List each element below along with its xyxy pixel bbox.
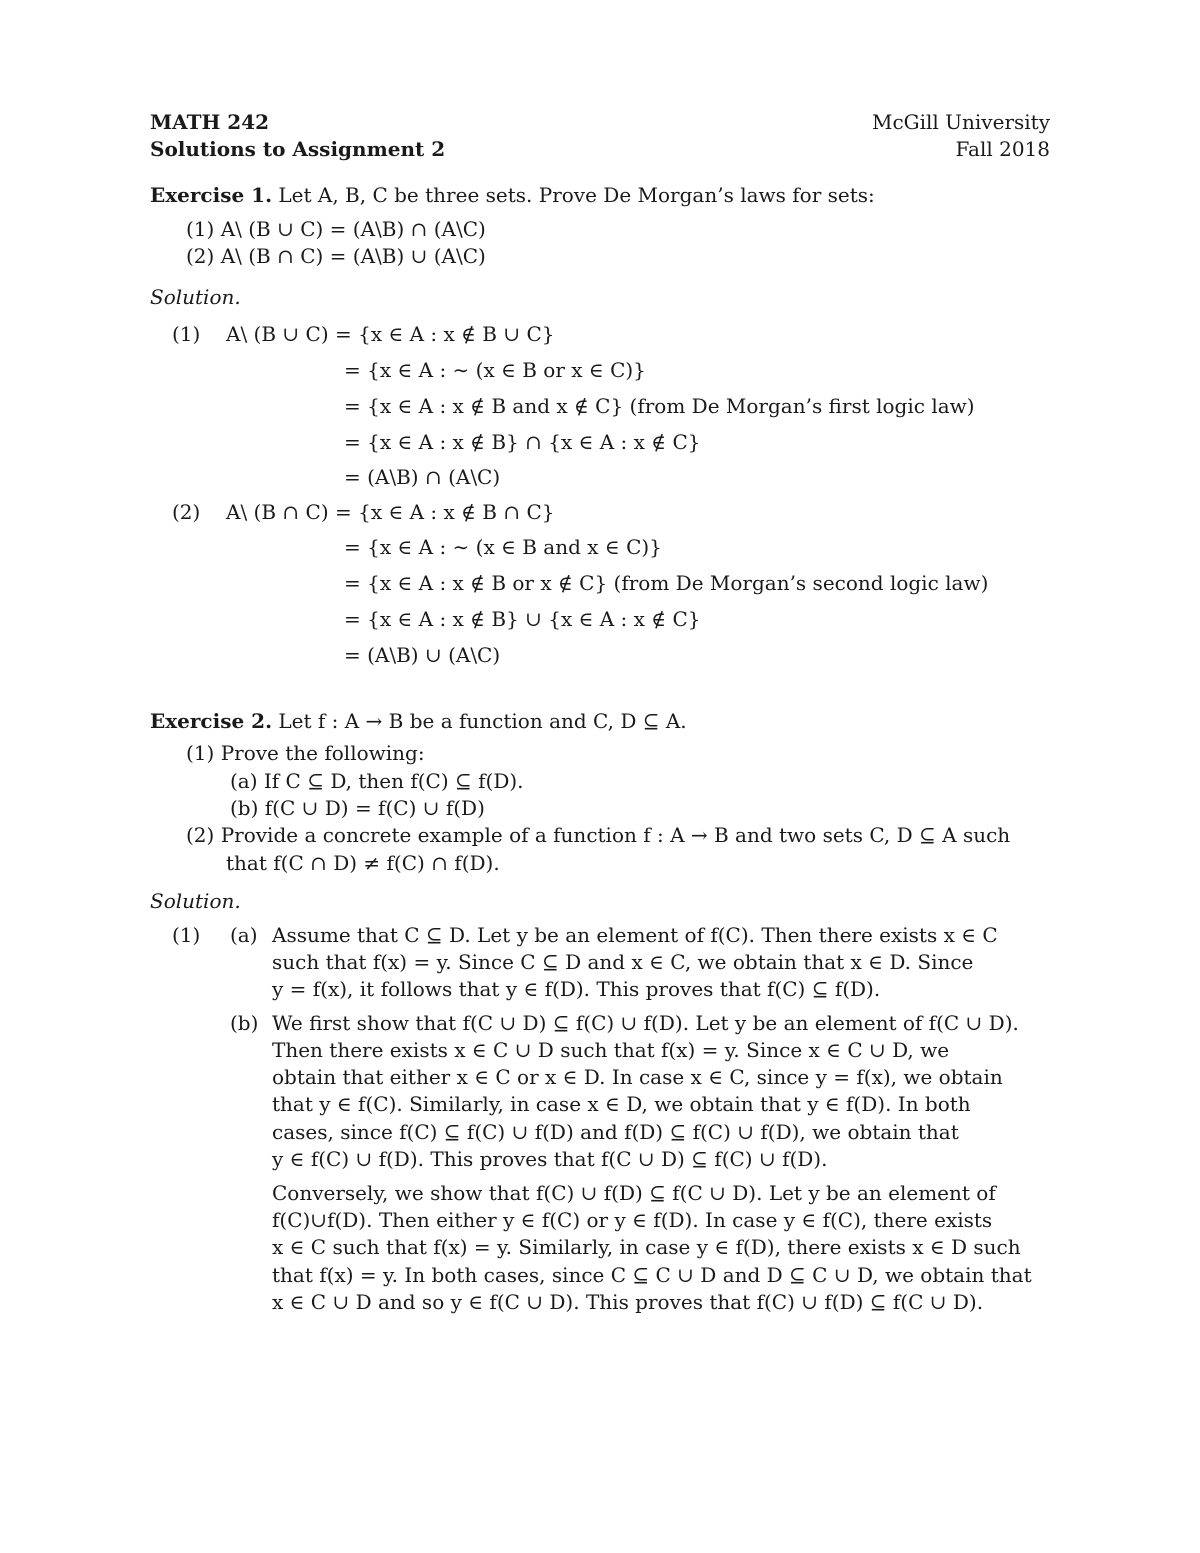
solution-1-part-2-step: = {x ∈ A : x ∉ B} ∪ {x ∈ A : x ∉ C} bbox=[344, 607, 701, 631]
exercise-2-item-1: (1) Prove the following: bbox=[186, 741, 425, 765]
solution-label-2: Solution. bbox=[150, 889, 241, 913]
assignment-title: Solutions to Assignment 2 bbox=[150, 137, 446, 161]
solution-2-part-b-line: obtain that either x ∈ C or x ∈ D. In case x ∈ C, since y = f(x), we obtain bbox=[272, 1065, 1003, 1089]
solution-label-1: Solution. bbox=[150, 285, 241, 309]
solution-1-part-1-label: (1) bbox=[172, 322, 201, 346]
exercise-2-text: Let f : A → B be a function and C, D ⊆ A. bbox=[278, 709, 687, 733]
solution-1-part-1-step: = {x ∈ A : x ∉ B and x ∉ C} (from De Morgan’s first logic law) bbox=[344, 394, 975, 418]
exercise-1-item-1: (1) A\ (B ∪ C) = (A\B) ∩ (A\C) bbox=[186, 217, 486, 241]
solution-2-part-b2-line: x ∈ C such that f(x) = y. Similarly, in case y ∈ f(D), there exists x ∈ D such bbox=[272, 1235, 1021, 1259]
solution-2-part-b-line: y ∈ f(C) ∪ f(D). This proves that f(C ∪ D) ⊆ f(C) ∪ f(D). bbox=[272, 1147, 828, 1171]
solution-1-part-2-label: (2) bbox=[172, 500, 201, 524]
solution-2-part-1-label: (1) bbox=[172, 923, 201, 947]
solution-2-part-b2-line: Conversely, we show that f(C) ∪ f(D) ⊆ f(C ∪ D). Let y be an element of bbox=[272, 1181, 996, 1205]
exercise-1-item-2: (2) A\ (B ∩ C) = (A\B) ∪ (A\C) bbox=[186, 244, 486, 268]
exercise-1-statement bbox=[150, 182, 875, 208]
university-name: McGill University bbox=[871, 110, 1050, 134]
solution-1-part-1-first: A\ (B ∪ C) = {x ∈ A : x ∉ B ∪ C} bbox=[226, 322, 555, 346]
course-title: MATH 242 bbox=[150, 110, 270, 134]
term: Fall 2018 bbox=[955, 137, 1050, 161]
solution-2-part-b-label: (b) bbox=[230, 1011, 259, 1035]
exercise-1-text: Let A, B, C be three sets. Prove De Morgan’s laws for sets: bbox=[278, 183, 875, 207]
solution-2-part-b-line: that y ∈ f(C). Similarly, in case x ∈ D, we obtain that y ∈ f(D). In both bbox=[272, 1092, 971, 1116]
solution-2-part-a-line: Assume that C ⊆ D. Let y be an element of f(C). Then there exists x ∈ C bbox=[272, 923, 998, 947]
exercise-2-heading: Exercise 2. bbox=[150, 709, 273, 733]
solution-1-part-2-step: = {x ∈ A : x ∉ B or x ∉ C} (from De Morgan’s second logic law) bbox=[344, 571, 989, 595]
solution-2-part-a-line: such that f(x) = y. Since C ⊆ D and x ∈ C, we obtain that x ∈ D. Since bbox=[272, 950, 974, 974]
solution-2-part-b2-line: x ∈ C ∪ D and so y ∈ f(C ∪ D). This proves that f(C) ∪ f(D) ⊆ f(C ∪ D). bbox=[272, 1290, 984, 1314]
solution-2-part-a-line: y = f(x), it follows that y ∈ f(D). This proves that f(C) ⊆ f(D). bbox=[272, 977, 881, 1001]
solution-1-part-2-step: = {x ∈ A : ∼ (x ∈ B and x ∈ C)} bbox=[344, 535, 662, 559]
solution-1-part-2-step: = (A\B) ∪ (A\C) bbox=[344, 643, 501, 667]
solution-1-part-2-first: A\ (B ∩ C) = {x ∈ A : x ∉ B ∩ C} bbox=[226, 500, 555, 524]
exercise-2-item-2-line-1: (2) Provide a concrete example of a function f : A → B and two sets C, D ⊆ A such bbox=[186, 823, 1011, 847]
solution-2-part-b2-line: f(C)∪f(D). Then either y ∈ f(C) or y ∈ f(D). In case y ∈ f(C), there exists bbox=[272, 1208, 993, 1232]
exercise-2-statement bbox=[150, 708, 687, 734]
solution-1-part-1-step: = (A\B) ∩ (A\C) bbox=[344, 465, 501, 489]
solution-2-part-b-line: We first show that f(C ∪ D) ⊆ f(C) ∪ f(D). Let y be an element of f(C ∪ D). bbox=[272, 1011, 1019, 1035]
exercise-2-item-1b: (b) f(C ∪ D) = f(C) ∪ f(D) bbox=[230, 796, 485, 820]
solution-2-part-b-line: Then there exists x ∈ C ∪ D such that f(x) = y. Since x ∈ C ∪ D, we bbox=[272, 1038, 950, 1062]
solution-2-part-b-line: cases, since f(C) ⊆ f(C) ∪ f(D) and f(D) ⊆ f(C) ∪ f(D), we obtain that bbox=[272, 1120, 959, 1144]
exercise-1-heading: Exercise 1. bbox=[150, 183, 273, 207]
exercise-2-item-2-line-2: that f(C ∩ D) ≠ f(C) ∩ f(D). bbox=[226, 851, 500, 875]
solution-1-part-1-step: = {x ∈ A : ∼ (x ∈ B or x ∈ C)} bbox=[344, 358, 646, 382]
exercise-2-item-1a: (a) If C ⊆ D, then f(C) ⊆ f(D). bbox=[230, 769, 524, 793]
solution-1-part-1-step: = {x ∈ A : x ∉ B} ∩ {x ∈ A : x ∉ C} bbox=[344, 430, 701, 454]
solution-2-part-a-label: (a) bbox=[230, 923, 258, 947]
solution-2-part-b2-line: that f(x) = y. In both cases, since C ⊆ C ∪ D and D ⊆ C ∪ D, we obtain that bbox=[272, 1263, 1032, 1287]
